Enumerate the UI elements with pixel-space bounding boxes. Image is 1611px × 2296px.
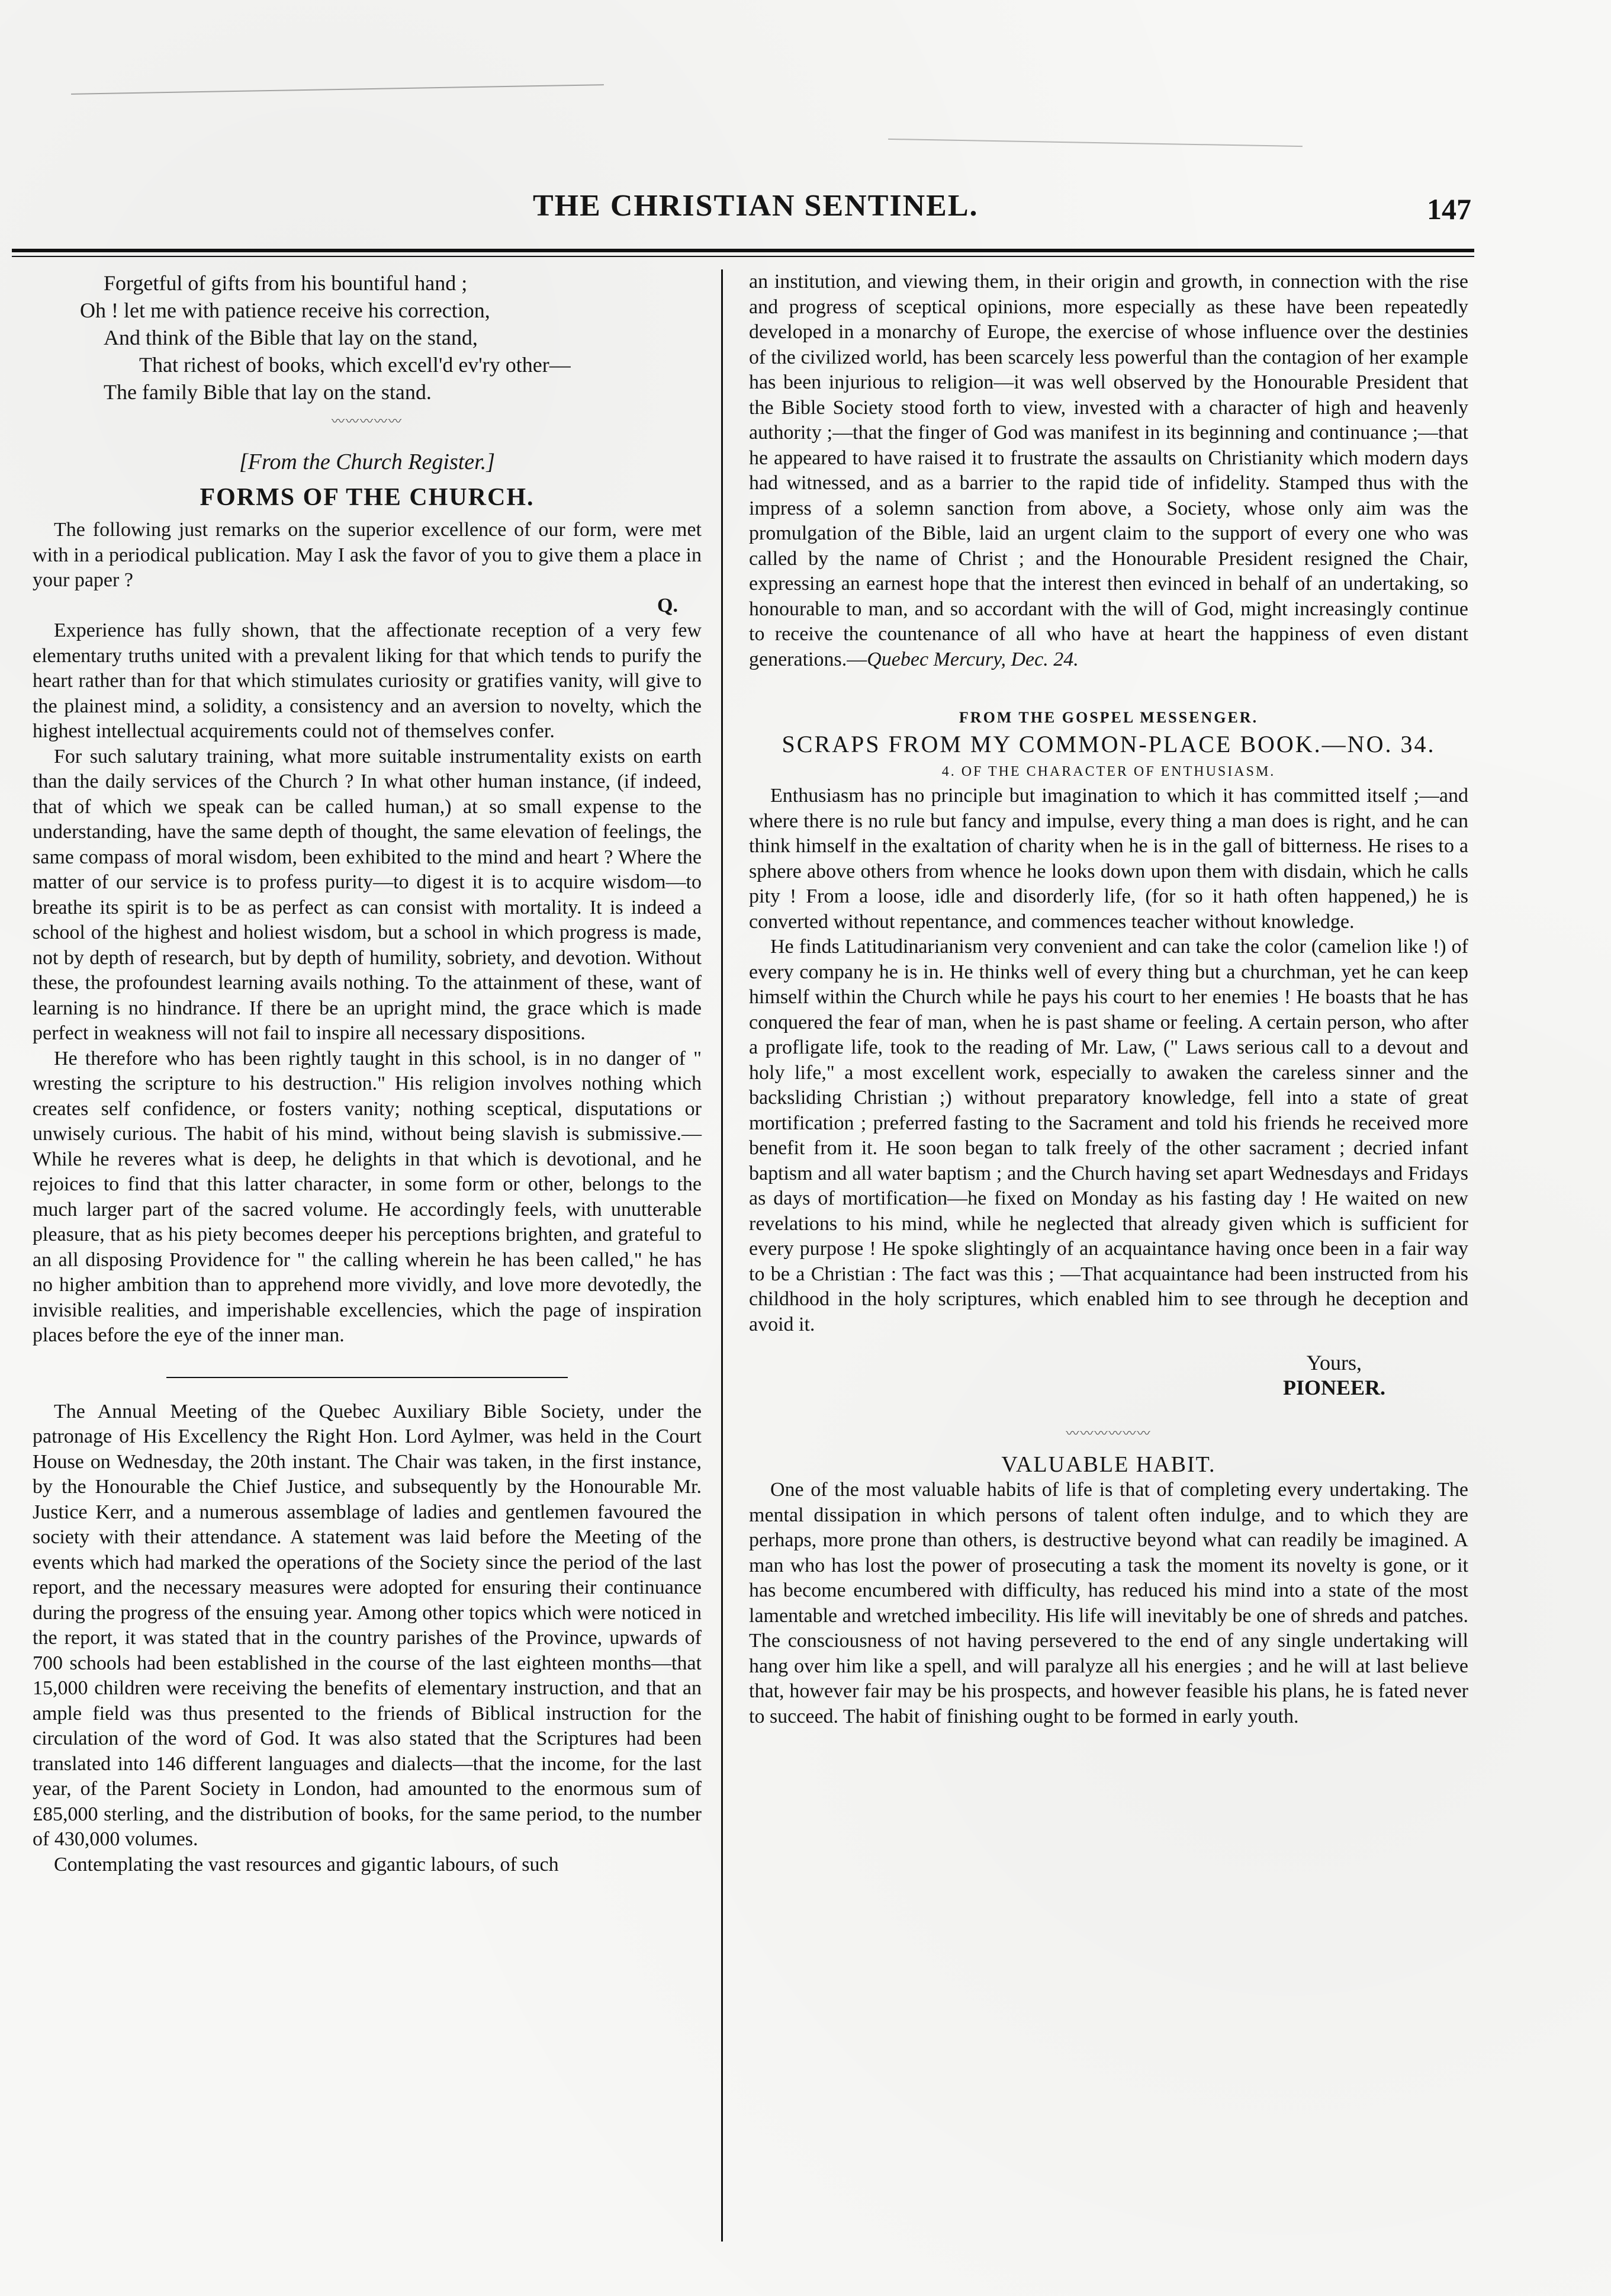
paragraph-text: an institution, and viewing them, in their origin and growth, in connection with the rise and progress of sceptical opinions, more especially as these have been repeatedly developed in a monarchy of Europe, the exercise of whose influence over the destinies of the civilized world, has been scarcely less powerful than the contagion of her example has been injurious to religion—it was well observed by the Honourable President that the Bible Society stood forth to view, invested with a character of high and heavenly authority ;—that the finger of God was manifest in its beginning and continuance ;—that he appeared to have raised it to frustrate the assaults on Christianity which modern days had witnessed, and as a barrier to the rapid tide of infidelity. Stamped thus with the impress of a solemn sanction from above, a Society, whose only aim was the promulgation of the Bible, laid an urgent claim to the support of every one who was called by the name of Christ ; and the Honourable President resigned the Chair, expressing an earnest hope that the interest then evinced in behalf of an undertaking, so honourable to man, and so accordant with the will of God, might increasingly continue to receive the countenance of all who have at heart the happiness of even distant generations.— — [749, 271, 1468, 670]
poem-line: The family Bible that lay on the stand. — [104, 380, 432, 404]
paragraph — [749, 269, 1468, 672]
article-body — [749, 783, 1468, 1337]
intro-signature: Q. — [657, 594, 678, 616]
article-body — [33, 518, 702, 1877]
dateline: Quebec Mercury, Dec. 24. — [867, 648, 1079, 670]
section-rule — [166, 1377, 568, 1378]
article-title: VALUABLE HABIT. — [1001, 1452, 1216, 1477]
poem-line: Forgetful of gifts from his bountiful hand ; — [104, 271, 468, 295]
article-continuation — [749, 269, 1468, 672]
header-rule-thick — [12, 249, 1474, 252]
signature: PIONEER. — [1282, 1376, 1385, 1399]
scan-mark — [71, 84, 604, 95]
paragraph: The Annual Meeting of the Quebec Auxiliary Bible Society, under the patronage of His Excellency the Right Hon. Lord Aylmer, was held in the Court House on Wednesday, the 20th instant. The Chair was taken, in the first instance, by the Honourable the Chief Justice, and subsequently by the Honourable Mr. Justice Kerr, and a numerous assemblage of ladies and gentlemen favoured the society with their attendance. A statement was laid before the Meeting of the events which had marked the operations of the Society since the period of the last report, and the necessary measures were adopted for ensuring their continuance during the progress of the ensuing year. Among other topics which were noticed in the report, it was stated that in the country parishes of the Province, upwards of 700 schools had been established in the course of the last eighteen months—that 15,000 children were receiving the benefits of elementary instruction, and that an ample field was thus presented to the friends of Biblical instruction for the circulation of the word of God. It was also stated that the Scriptures had been translated into 146 different languages and dialects—that the income, for the last year, of the Parent Society in London, had amounted to the enormous sum of £85,000 sterling, and the distribution of books, for the same period, to the number of 430,000 volumes. — [33, 1400, 702, 1850]
intro-paragraph: The following just remarks on the superior excellence of our form, were met with in a periodical publication. May I ask the favor of you to give them a place in your paper ? — [33, 519, 702, 591]
article-title: FORMS OF THE CHURCH. — [200, 484, 535, 511]
poem-stanza — [33, 269, 702, 406]
scan-mark — [888, 139, 1303, 147]
column-divider — [721, 269, 723, 2242]
page-number: 147 — [1427, 192, 1471, 226]
source-credit: FROM THE GOSPEL MESSENGER. — [959, 709, 1259, 726]
paragraph: For such salutary training, what more suitable instrumentality exists on earth than the daily services of the Church ? In what other human instance, (if indeed, that of which we speak can be called human,) at so small expense to the understanding, have the same depth of thought, the same elevation of feelings, the same compass of moral wisdom, been exhibited to the mind and heart ? Where the matter of our service is to profess purity—to digest it is to acquire wisdom—to breathe its spirit is to be as perfect as can consist with mortality. It is indeed a school of the highest and holiest wisdom, but a school in which progress is made, not by depth of research, but by depth of humility, sobriety, and devotion. Without these, the profoundest learning avails nothing. To the attainment of these, want of learning is no hindrance. If there be an upright mind, the grace which is made perfect in weakness will not fail to inspire all necessary dispositions. — [33, 745, 702, 1044]
source-credit: [From the Church Register.] — [239, 449, 496, 474]
poem-line: And think of the Bible that lay on the stand, — [104, 326, 478, 349]
article-body — [749, 1478, 1468, 1729]
paragraph: Contemplating the vast resources and gigantic labours, of such — [54, 1853, 559, 1876]
divider-ornament: 〰〰〰〰〰〰 — [1066, 1426, 1152, 1441]
closing: Yours, — [1306, 1351, 1362, 1375]
divider-ornament: 〰〰〰〰〰 — [331, 414, 403, 429]
running-title: THE CHRISTIAN SENTINEL. — [533, 189, 979, 223]
page-header — [0, 188, 1611, 230]
left-column — [33, 269, 702, 1877]
article-subhead: 4. OF THE CHARACTER OF ENTHUSIASM. — [941, 764, 1276, 779]
paragraph: Experience has fully shown, that the affectionate reception of a very few elementary truths united with a prevalent liking for that which tends to purify the heart rather than for that which stimulates curiosity or gratifies vanity, will give to the plainest mind, a solidity, a consistency and an aversion to novelty, which the highest intellectual acquirements could not of themselves confer. — [33, 619, 702, 742]
paragraph: He finds Latitudinarianism very convenient and can take the color (camelion like !) of every company he is in. He thinks well of every thing but a churchman, yet he can keep himself within the Church while he pays his court to her enemies ! He boasts that he has conquered the fear of man, when he is past shame or feeling. A certain person, who after a profligate life, took to the reading of Mr. Law, (" Laws serious call to a devout and holy life," a most excellent work, especially to awaken the careless sinner and the backsliding Christian ;) without preparatory knowledge, fell into a state of great mortification ; preferred fasting to the Sacrament and told his friends he received more benefit from it. He soon began to talk freely of the other sacrament ; decried infant baptism and all water baptism ; and the Church having set apart Wednesdays and Fridays as days of mortification—he fixed on Monday as his fasting day ! He waited on new revelations to his mind, while he neglected that already given which is sufficient for every purpose ! He spoke slightingly of an acquaintance having once been in a fair way to be a Christian : The fact was this ; —That acquaintance had been instructed from his childhood in the holy scriptures, which enabled him to see through he deception and avoid it. — [749, 936, 1468, 1335]
paragraph: He therefore who has been rightly taught in this school, is in no danger of " wresting the scripture to his destruction." His religion involves nothing which creates self confidence, or fosters vanity; nothing sceptical, disputations or unwisely curious. The habit of his mind, without being slavish is submissive.—While he reveres what is deep, he delights in that which is devotional, and he rejoices to find that this latter character, in some form or other, belongs to the much larger part of the sacred volume. He accordingly feels, with unutterable pleasure, that as his piety becomes deeper his perceptions brighten, and grateful to an all disposing Providence for " the calling wherein he has been called," he has no higher ambition than to apprehend more vividly, and love more devotedly, the invisible realities, and imperishable excellencies, which the page of inspiration places before the eye of the inner man. — [33, 1047, 702, 1346]
paragraph: Enthusiasm has no principle but imagination to which it has committed itself ;—and where there is no rule but fancy and impulse, every thing a man does is right, and he can think himself in the exaltation of charity when he is in the gall of bitterness. He rises to a sphere above others from whence he looks down upon them with disdain, which he calls pity ! From a loose, idle and disorderly life, (for so it hath often happened,) he is converted without repentance, and commences teacher without knowledge. — [749, 785, 1468, 933]
right-column — [749, 269, 1468, 1729]
header-rule-thin — [12, 256, 1474, 257]
paragraph: One of the most valuable habits of life is that of completing every undertaking. The mental dissipation in which persons of talent often indulge, and to which they are perhaps, more prone than others, is destructive beyond what can readily be imagined. A man who has lost the power of prosecuting a task the moment its novelty is gone, or it has become encumbered with difficulty, has reduced his mind into a state of the most lamentable and wretched imbecility. His life will inevitably be one of shreds and patches. The consciousness of not having persevered to the end of any single undertaking will hang over him like a spell, and will paralyze all his energies ; and he will at last believe that, however fair may be his prospects, and however feasible his plans, he is fated never to succeed. The habit of finishing ought to be formed in early youth. — [749, 1479, 1468, 1727]
poem-line: Oh ! let me with patience receive his correction, — [80, 298, 490, 322]
article-title: SCRAPS FROM MY COMMON-PLACE BOOK.—NO. 34. — [782, 731, 1436, 757]
poem-line: That richest of books, which excell'd ev'ry other— — [139, 353, 571, 377]
